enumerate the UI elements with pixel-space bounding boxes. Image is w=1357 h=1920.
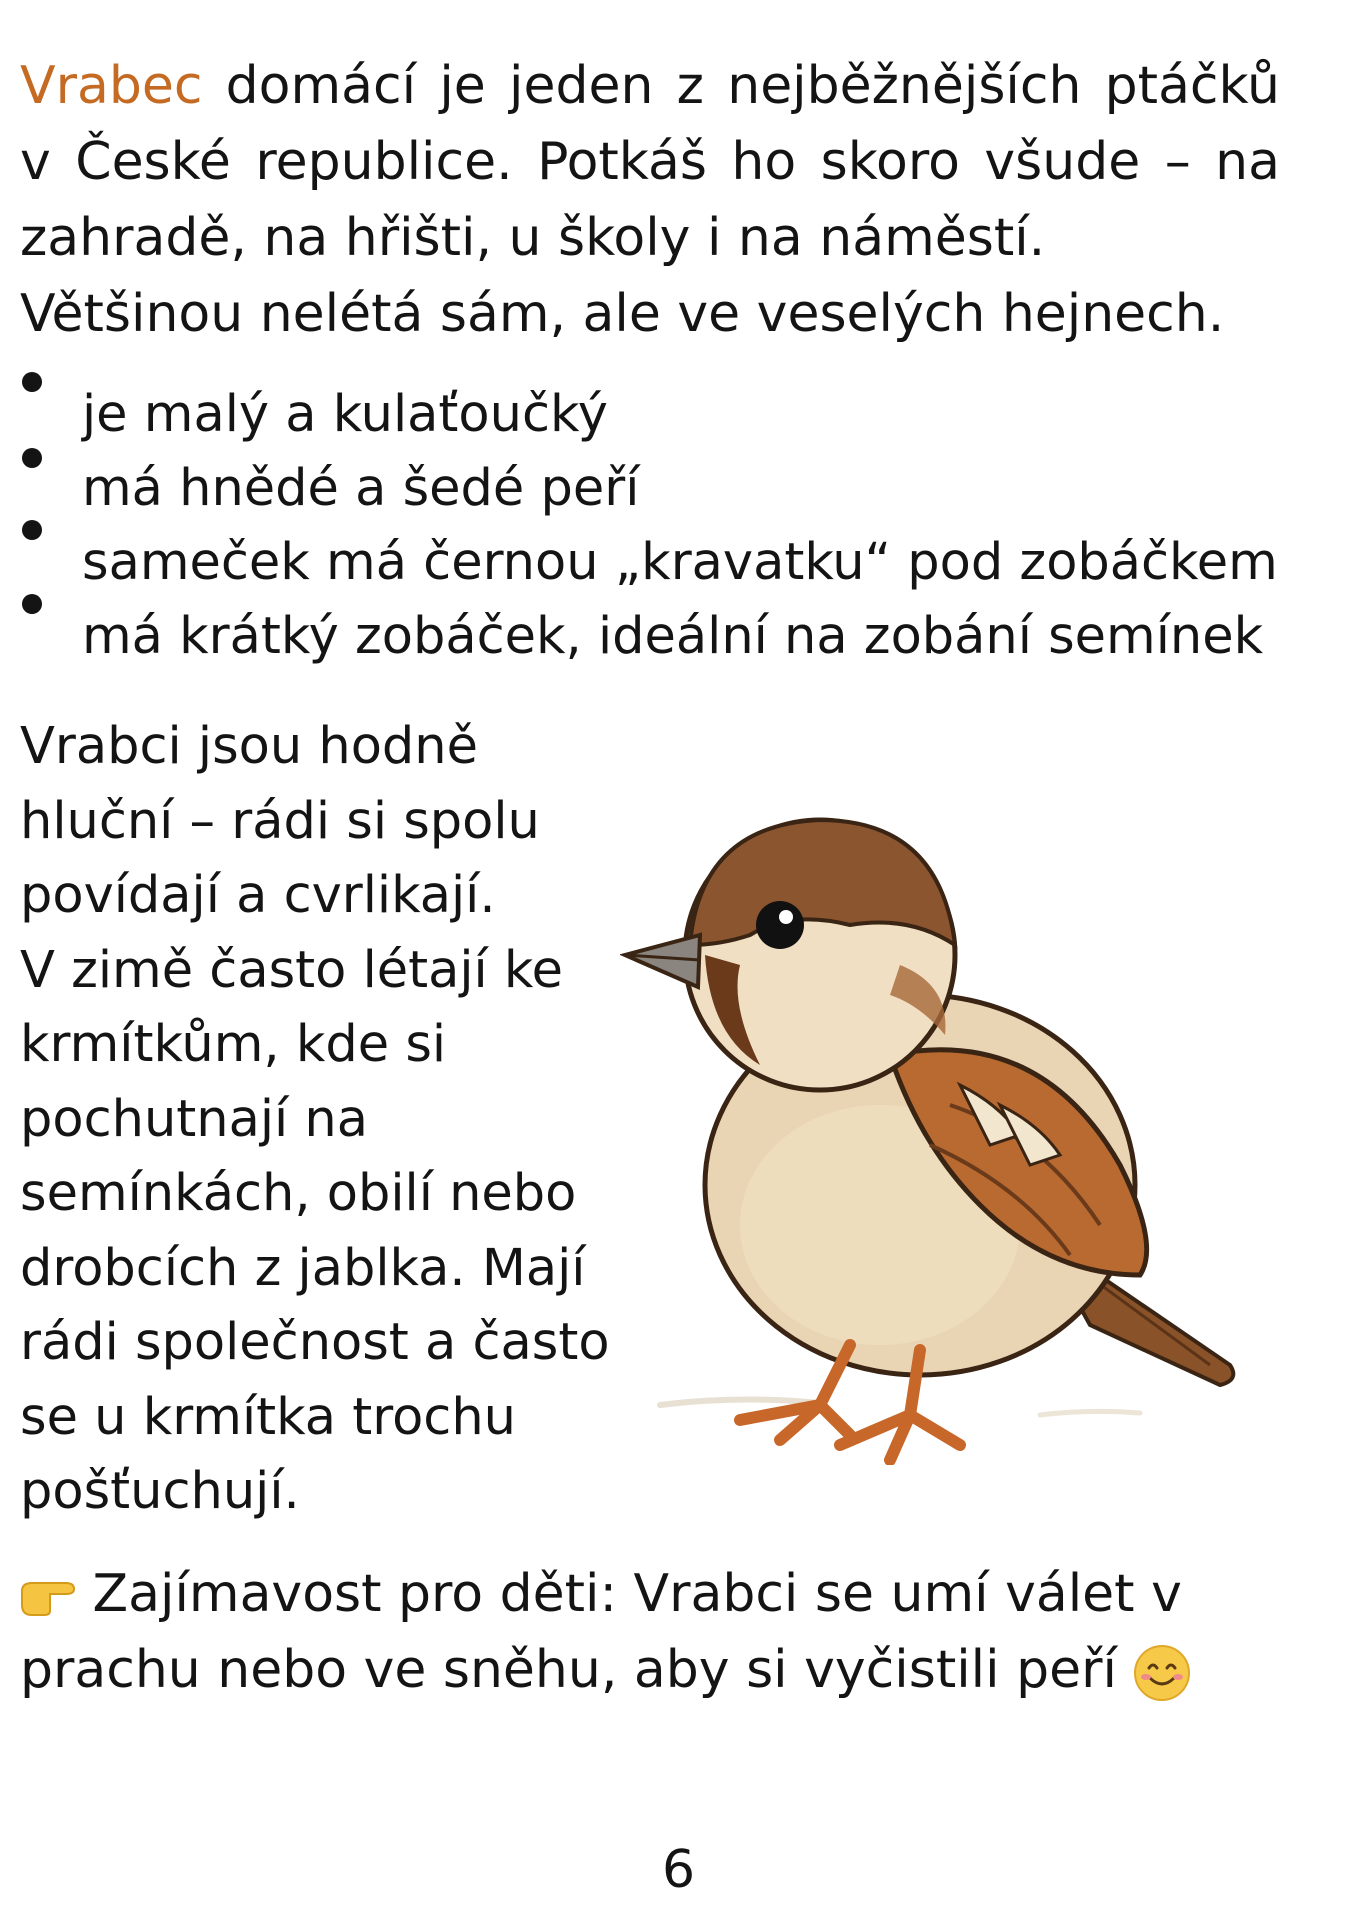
bullet-icon bbox=[22, 448, 42, 468]
list-item-text: má hnědé a šedé peří bbox=[82, 459, 640, 518]
fun-fact-line-1 bbox=[20, 1556, 1280, 1632]
smiling-face-icon bbox=[1133, 1644, 1191, 1702]
side-paragraph bbox=[20, 710, 640, 1530]
page-number: 6 bbox=[661, 1840, 696, 1900]
bullet-icon bbox=[22, 594, 42, 614]
pointing-hand-icon bbox=[20, 1577, 76, 1617]
list-item bbox=[20, 452, 1278, 526]
list-item-text: je malý a kulaťoučký bbox=[82, 385, 608, 444]
list-item bbox=[20, 526, 1278, 600]
text-line: Vrabci jsou hodně bbox=[20, 717, 478, 776]
intro-text: domácí je jeden z nejběžnějších ptáčků v České republice. Potkáš ho skoro všude – na zahradě, na hřišti, u školy i na náměstí. bbox=[20, 56, 1280, 268]
text-line: pošťuchují. bbox=[20, 1462, 300, 1521]
list-item-text: sameček má černou „kravatku“ pod zobáčkem bbox=[82, 533, 1278, 592]
intro-highlight: Vrabec bbox=[20, 56, 203, 116]
list-item bbox=[20, 600, 1278, 674]
text-line: hluční – rádi si spolu bbox=[20, 791, 540, 851]
list-item-text: má krátký zobáček, ideální na zobání semínek bbox=[82, 607, 1264, 666]
text-line: V zimě často létají ke bbox=[20, 940, 564, 1000]
intro-last-line: Většinou nelétá sám, ale ve veselých hejnech. bbox=[20, 284, 1225, 344]
text-line: drobcích z jablka. Mají bbox=[20, 1238, 586, 1298]
fun-fact-text-1: Zajímavost pro děti: Vrabci se umí válet v bbox=[92, 1564, 1182, 1624]
fun-fact-text-2: prachu nebo ve sněhu, aby si vyčistili peří bbox=[20, 1640, 1117, 1700]
text-line: krmítkům, kde si bbox=[20, 1015, 447, 1074]
text-line: rádi společnost a často bbox=[20, 1313, 610, 1372]
bullet-icon bbox=[22, 372, 42, 392]
bullet-icon bbox=[22, 520, 42, 540]
fun-fact bbox=[20, 1556, 1280, 1708]
feature-list bbox=[20, 378, 1278, 674]
fun-fact-line-2 bbox=[20, 1632, 1280, 1708]
sparrow-illustration bbox=[620, 805, 1280, 1465]
text-line: semínkách, obilí nebo bbox=[20, 1164, 577, 1223]
list-item bbox=[20, 378, 1278, 452]
text-line: pochutnají na bbox=[20, 1089, 368, 1149]
text-line: se u krmítka trochu bbox=[20, 1387, 516, 1447]
text-line: povídají a cvrlikají. bbox=[20, 866, 496, 925]
intro-paragraph bbox=[20, 48, 1280, 352]
